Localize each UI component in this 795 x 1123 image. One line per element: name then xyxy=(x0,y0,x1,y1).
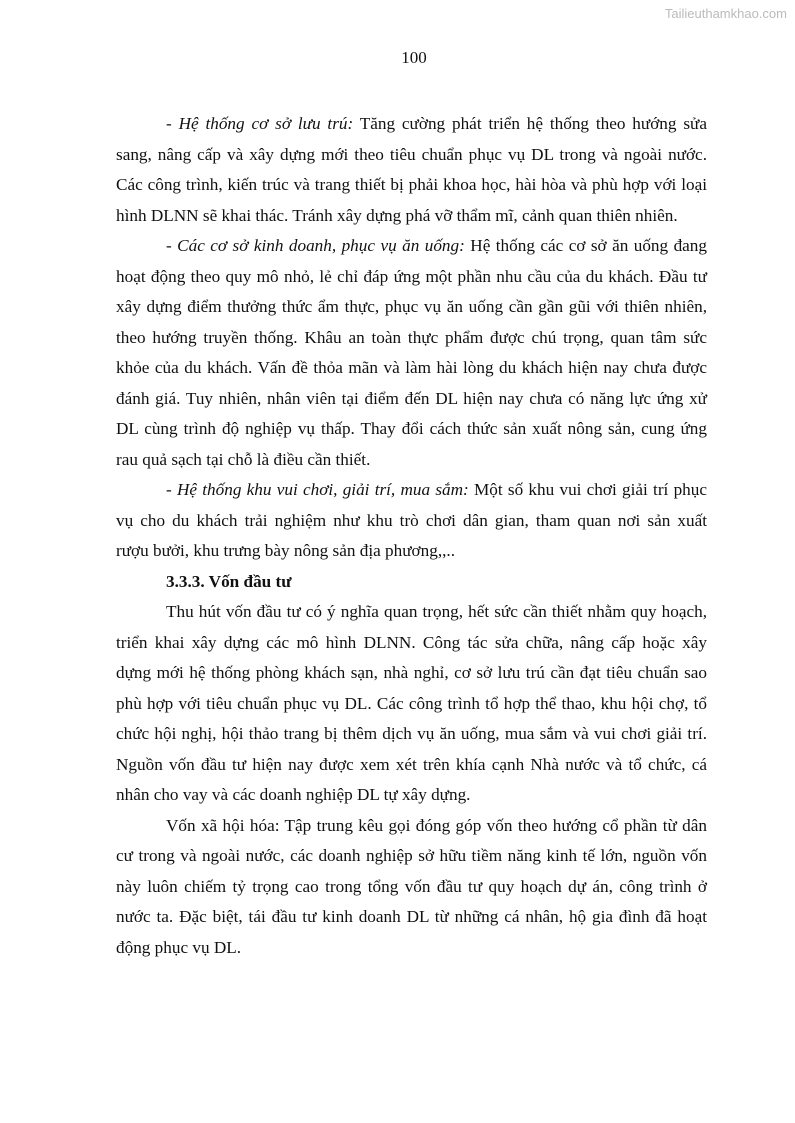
text-line xyxy=(116,780,707,811)
line-text: này luôn chiếm tỷ trọng cao trong tổng vốn đầu tư quy hoạch dự án, công trình ở xyxy=(116,876,707,896)
text-line xyxy=(116,292,707,323)
text-line xyxy=(116,689,707,720)
text-line xyxy=(116,933,707,964)
line-text: Vốn xã hội hóa: Tập trung kêu gọi đóng góp vốn theo hướng cổ phần từ dân xyxy=(166,815,707,835)
line-text: dựng mới hệ thống phòng khách sạn, nhà nghỉ, cơ sở lưu trú cần đạt tiêu chuẩn sao xyxy=(116,663,707,682)
paragraph xyxy=(116,109,707,231)
paragraph xyxy=(116,475,707,567)
text-line xyxy=(116,750,707,781)
line-text: động phục vụ DL. xyxy=(116,937,242,957)
text-line xyxy=(116,140,707,171)
line-text: nhân cho vay và các doanh nghiệp DL tự xây dựng. xyxy=(116,785,471,804)
text-line xyxy=(116,658,707,689)
line-text: hình DLNN sẽ khai thác. Tránh xây dựng phá vỡ thẩm mĩ, cảnh quan thiên nhiên. xyxy=(116,205,678,225)
text-line xyxy=(116,323,707,354)
line-text: Tăng cường phát triển hệ thống theo hướng sửa xyxy=(353,114,707,133)
text-line xyxy=(116,841,707,872)
text-line xyxy=(116,445,707,476)
line-text: phù hợp với tiêu chuẩn phục vụ DL. Các công trình tổ hợp thể thao, khu hội chợ, tổ xyxy=(116,693,707,713)
line-text: hoạt động theo quy mô nhỏ, lẻ chỉ đáp ứng một phần nhu cầu của du khách. Đầu tư xyxy=(116,266,707,286)
paragraph xyxy=(116,597,707,811)
line-text: xây dựng điểm thưởng thức ẩm thực, phục vụ ăn uống cần gần gũi với thiên nhiên, xyxy=(116,297,707,316)
text-line xyxy=(116,475,707,506)
paragraph xyxy=(116,231,707,475)
text-line xyxy=(116,353,707,384)
text-line xyxy=(116,811,707,842)
text-line xyxy=(116,109,707,140)
text-line xyxy=(116,872,707,903)
line-text: Nguồn vốn đầu tư hiện nay được xem xét trên khía cạnh Nhà nước và tổ chức, cá xyxy=(116,754,707,774)
text-line xyxy=(116,597,707,628)
text-line xyxy=(116,414,707,445)
line-text: triển khai xây dựng các mô hình DLNN. Công tác sửa chữa, nâng cấp hoặc xây xyxy=(116,632,707,652)
section-heading: 3.3.3. Vốn đầu tư xyxy=(166,571,292,591)
watermark: Tailieuthamkhao.com xyxy=(664,6,787,21)
line-text: nước ta. Đặc biệt, tái đầu tư kinh doanh DL từ những cá nhân, hộ gia đình đã hoạt xyxy=(116,907,707,926)
line-text: cư trong và ngoài nước, các doanh nghiệp sở hữu tiềm năng kinh tế lớn, nguồn vốn xyxy=(116,846,707,865)
line-text: khỏe của du khách. Vấn đề thỏa mãn và làm hài lòng du khách hiện nay chưa được xyxy=(116,358,707,377)
paragraph xyxy=(116,811,707,964)
line-text: Các công trình, kiến trúc và trang thiết bị phải khoa học, hài hòa và phù hợp với loại xyxy=(116,175,707,194)
line-text: Hệ thống các cơ sở ăn uống đang xyxy=(464,236,707,255)
italic-lead: - Hệ thống cơ sở lưu trú: xyxy=(166,114,354,133)
italic-lead: - Các cơ sở kinh doanh, phục vụ ăn uống: xyxy=(166,236,465,255)
text-line xyxy=(116,536,707,567)
text-line xyxy=(116,231,707,262)
text-line xyxy=(116,902,707,933)
line-text: đánh giá. Tuy nhiên, nhân viên tại điểm đến DL hiện nay chưa có năng lực ứng xử xyxy=(116,388,707,408)
document-body xyxy=(116,109,707,963)
line-text: DL cùng trình độ nghiệp vụ thấp. Thay đổi cách thức sản xuất nông sản, cung ứng xyxy=(116,419,707,438)
text-line xyxy=(116,506,707,537)
italic-lead: - Hệ thống khu vui chơi, giải trí, mua sắm: xyxy=(166,480,469,499)
page-number: 100 xyxy=(401,48,427,67)
line-text: rượu bưởi, khu trưng bày nông sản địa phương,,.. xyxy=(116,541,456,560)
line-text: sang, nâng cấp và xây dựng mới theo tiêu chuẩn phục vụ DL trong và ngoài nước. xyxy=(116,144,707,164)
text-line xyxy=(116,262,707,293)
text-line xyxy=(116,384,707,415)
line-text: rau quả sạch tại chỗ là điều cần thiết. xyxy=(116,449,371,469)
text-line xyxy=(116,719,707,750)
line-text: vụ cho du khách trải nghiệm như khu trò chơi dân gian, tham quan nơi sản xuất xyxy=(116,510,707,530)
line-text: Thu hút vốn đầu tư có ý nghĩa quan trọng, hết sức cần thiết nhằm quy hoạch, xyxy=(166,602,707,621)
line-text: chức hội nghị, hội thảo trang bị thêm dịch vụ ăn uống, mua sắm và vui chơi giải trí. xyxy=(116,724,707,743)
text-line xyxy=(116,201,707,232)
line-text: Một số khu vui chơi giải trí phục xyxy=(468,480,707,499)
text-line xyxy=(116,170,707,201)
text-line xyxy=(116,628,707,659)
line-text: theo hướng truyền thống. Khâu an toàn thực phẩm được chú trọng, quan tâm sức xyxy=(116,327,707,347)
